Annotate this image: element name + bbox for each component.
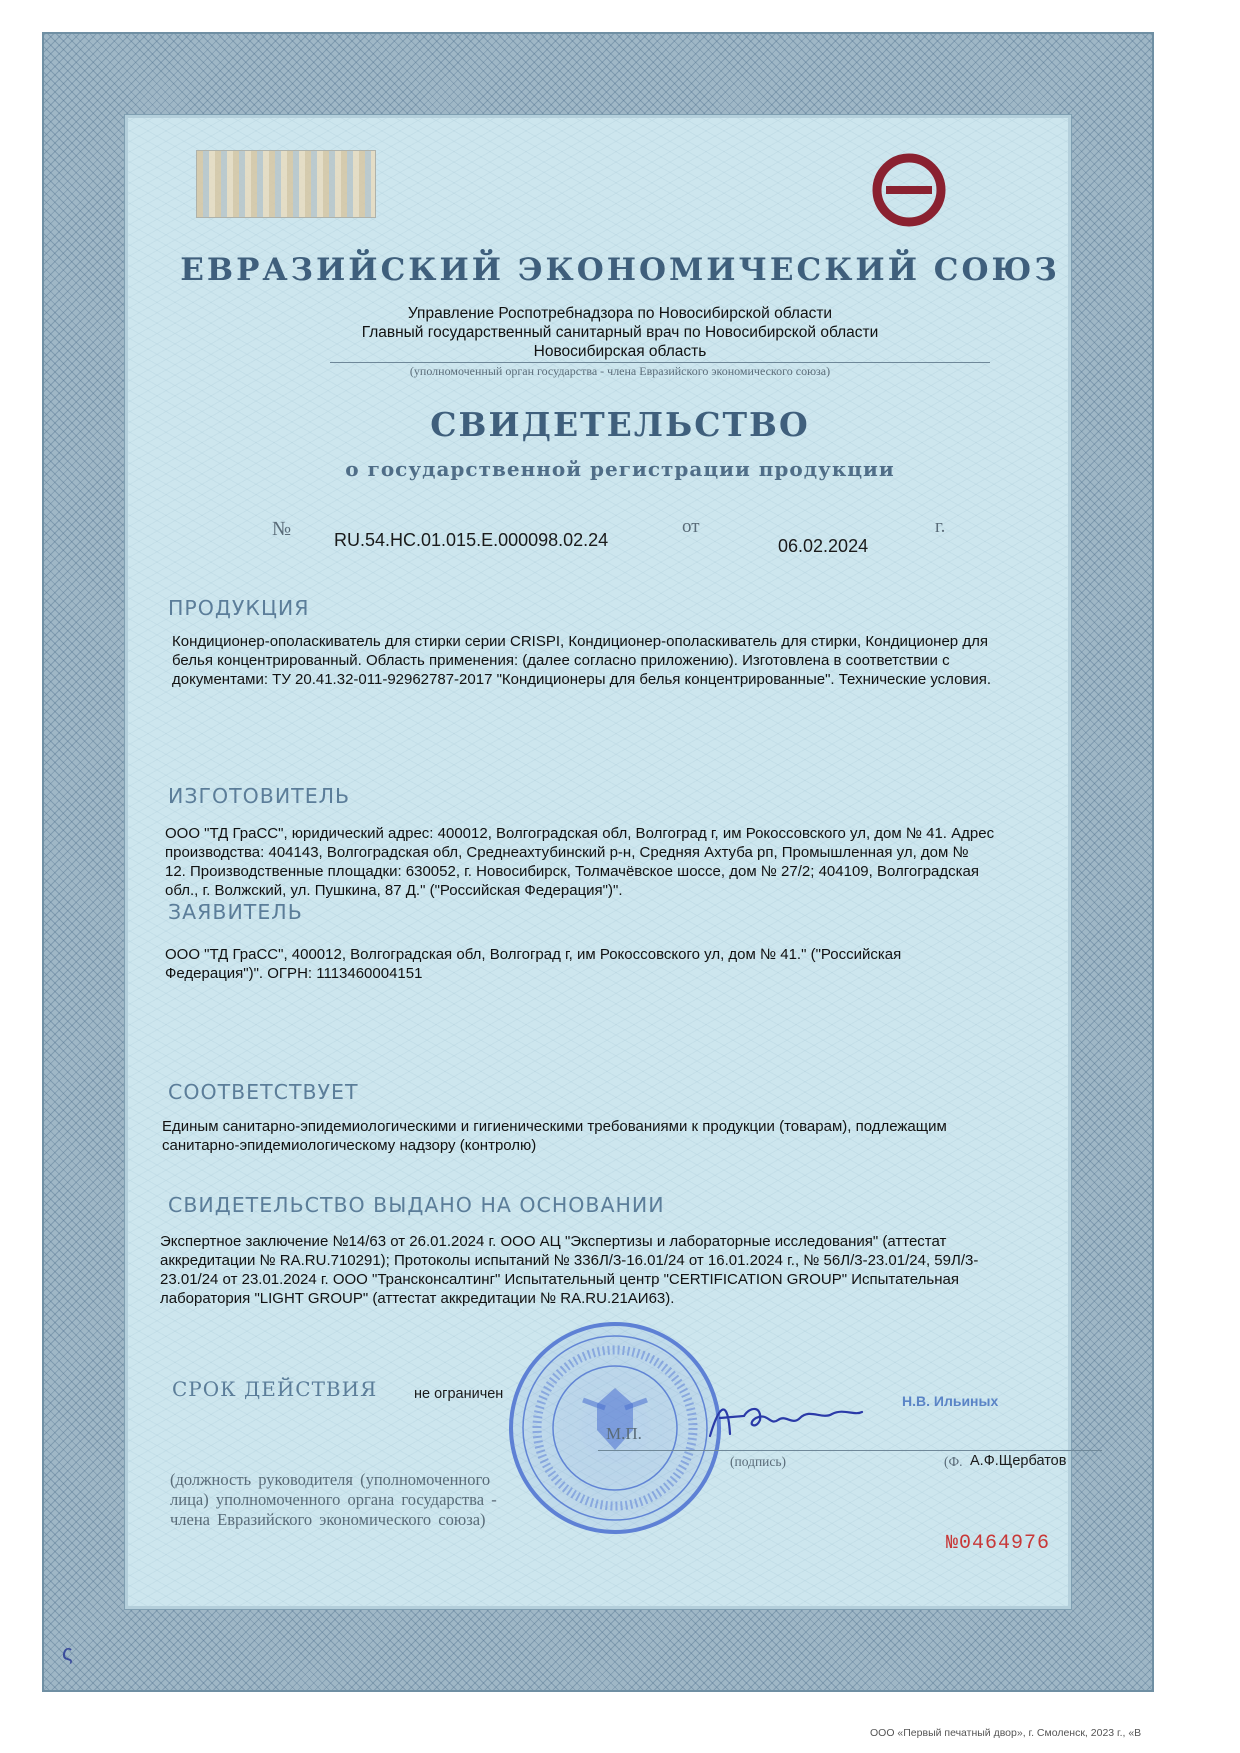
basis-line: лаборатория "LIGHT GROUP" (аттестат аккредитации № RA.RU.21АИ63). [160, 1290, 675, 1307]
validity-value: не ограничен [414, 1386, 504, 1402]
authority-line-3: Новосибирская область [533, 343, 707, 360]
margin-mark: ς [62, 1640, 73, 1665]
conforms-line: санитарно-эпидемиологическому надзору (контролю) [162, 1137, 537, 1154]
certificate-title: СВИДЕТЕЛЬСТВО [430, 405, 810, 444]
position-line: (должность руководителя (уполномоченного [170, 1470, 491, 1489]
position-line: лица) уполномоченного органа государства - [170, 1490, 497, 1509]
certificate-subtitle: о государственной регистрации продукции [345, 457, 895, 481]
validity-heading: СРОК ДЕЙСТВИЯ [172, 1377, 378, 1401]
applicant-text [165, 945, 1085, 983]
certificate-date: 06.02.2024 [778, 536, 869, 556]
conformity-logo-icon [860, 150, 958, 230]
applicant-line: Федерация")". ОГРН: 1113460004151 [165, 965, 423, 982]
conforms-heading: СООТВЕТСТВУЕТ [168, 1080, 359, 1104]
number-label: № [272, 518, 292, 540]
signer-name: А.Ф.Щербатов [970, 1453, 1067, 1469]
position-line: члена Евразийского экономического союза) [170, 1510, 486, 1529]
seal-place-label: М.П. [606, 1424, 642, 1443]
position-caption [170, 1470, 497, 1530]
handwritten-signature [706, 1396, 866, 1446]
basis-line: аккредитации № RA.RU.710291); Протоколы испытаний № 336Л/3-16.01/24 от 16.01.2024 г., № 56Л/3-23.01/24, 59Л/3- [160, 1252, 979, 1269]
authority-underline [330, 362, 990, 363]
union-title: ЕВРАЗИЙСКИЙ ЭКОНОМИЧЕСКИЙ СОЮЗ [180, 252, 1060, 288]
certificate-number: RU.54.НС.01.015.Е.000098.02.24 [334, 530, 609, 550]
manufacturer-line: обл., г. Волжский, ул. Пушкина, 87 Д." ("Российская Федерация")". [165, 882, 623, 899]
fio-caption: (Ф. [944, 1454, 963, 1469]
manufacturer-line: ООО "ТД ГраСС", юридический адрес: 400012, Волгоградская обл, Волгоград г, им Рокоссовского ул, дом № 41. Адрес [165, 825, 995, 842]
authority-line-2: Главный государственный санитарный врач по Новосибирской области [361, 324, 879, 341]
product-line: документами: ТУ 20.41.32-011-92962787-2017 "Кондиционеры для белья концентрированные". Технические условия. [172, 671, 992, 688]
signature-underline [598, 1450, 1102, 1451]
product-line: белья концентрированный. Область применения: (далее согласно приложению). Изготовлена в соответствии с [172, 652, 950, 669]
conforms-text [162, 1117, 1082, 1155]
form-serial-number: №0464976 [946, 1532, 1051, 1555]
applicant-heading: ЗАЯВИТЕЛЬ [168, 900, 303, 924]
conforms-line: Единым санитарно-эпидемиологическими и гигиеническими требованиями к продукции (товарам), подлежащим [162, 1118, 947, 1135]
signature-caption: (подпись) [730, 1454, 787, 1469]
product-text [172, 632, 1092, 689]
product-line: Кондиционер-ополаскиватель для стирки серии CRISPI, Кондиционер-ополаскиватель для стирки, Кондиционер для [172, 633, 988, 650]
manufacturer-text [165, 824, 1085, 900]
printer-note: ООО «Первый печатный двор», г. Смоленск, 2023 г., «В [870, 1727, 1142, 1739]
basis-line: Экспертное заключение №14/63 от 26.01.2024 г. ООО АЦ "Экспертизы и лабораторные исследования" (аттестат [160, 1233, 947, 1250]
manufacturer-line: производства: 404143, Волгоградская обл, Среднеахтубинский р-н, Средняя Ахтуба рп, Промышленная ул, дом № [165, 844, 969, 861]
applicant-line: ООО "ТД ГраСС", 400012, Волгоградская обл, Волгоград г, им Рокоссовского ул, дом № 41." ("Российская [165, 946, 902, 963]
signer-printed-name: Н.В. Ильиных [902, 1393, 999, 1409]
manufacturer-heading: ИЗГОТОВИТЕЛЬ [168, 784, 351, 808]
manufacturer-line: 12. Производственные площадки: 630052, г. Новосибирск, Толмачёвское шоссе, дом № 27/2; 404109, Волгоградская [165, 863, 979, 880]
product-heading: ПРОДУКЦИЯ [168, 596, 310, 620]
basis-line: 23.01/24 от 23.01.2024 г. ООО "Трансконсалтинг" Испытательный центр "CERTIFICATION GROUP" Испытательная [160, 1271, 959, 1288]
date-label: от [682, 516, 700, 537]
authority-line-1: Управление Роспотребнадзора по Новосибирской области [407, 305, 833, 322]
basis-heading: СВИДЕТЕЛЬСТВО ВЫДАНО НА ОСНОВАНИИ [168, 1193, 665, 1217]
hologram-sticker [196, 150, 376, 218]
year-suffix: г. [935, 516, 946, 537]
basis-text [160, 1232, 1090, 1308]
authority-caption: (уполномоченный орган государства - члена Евразийского экономического союза) [409, 364, 831, 378]
